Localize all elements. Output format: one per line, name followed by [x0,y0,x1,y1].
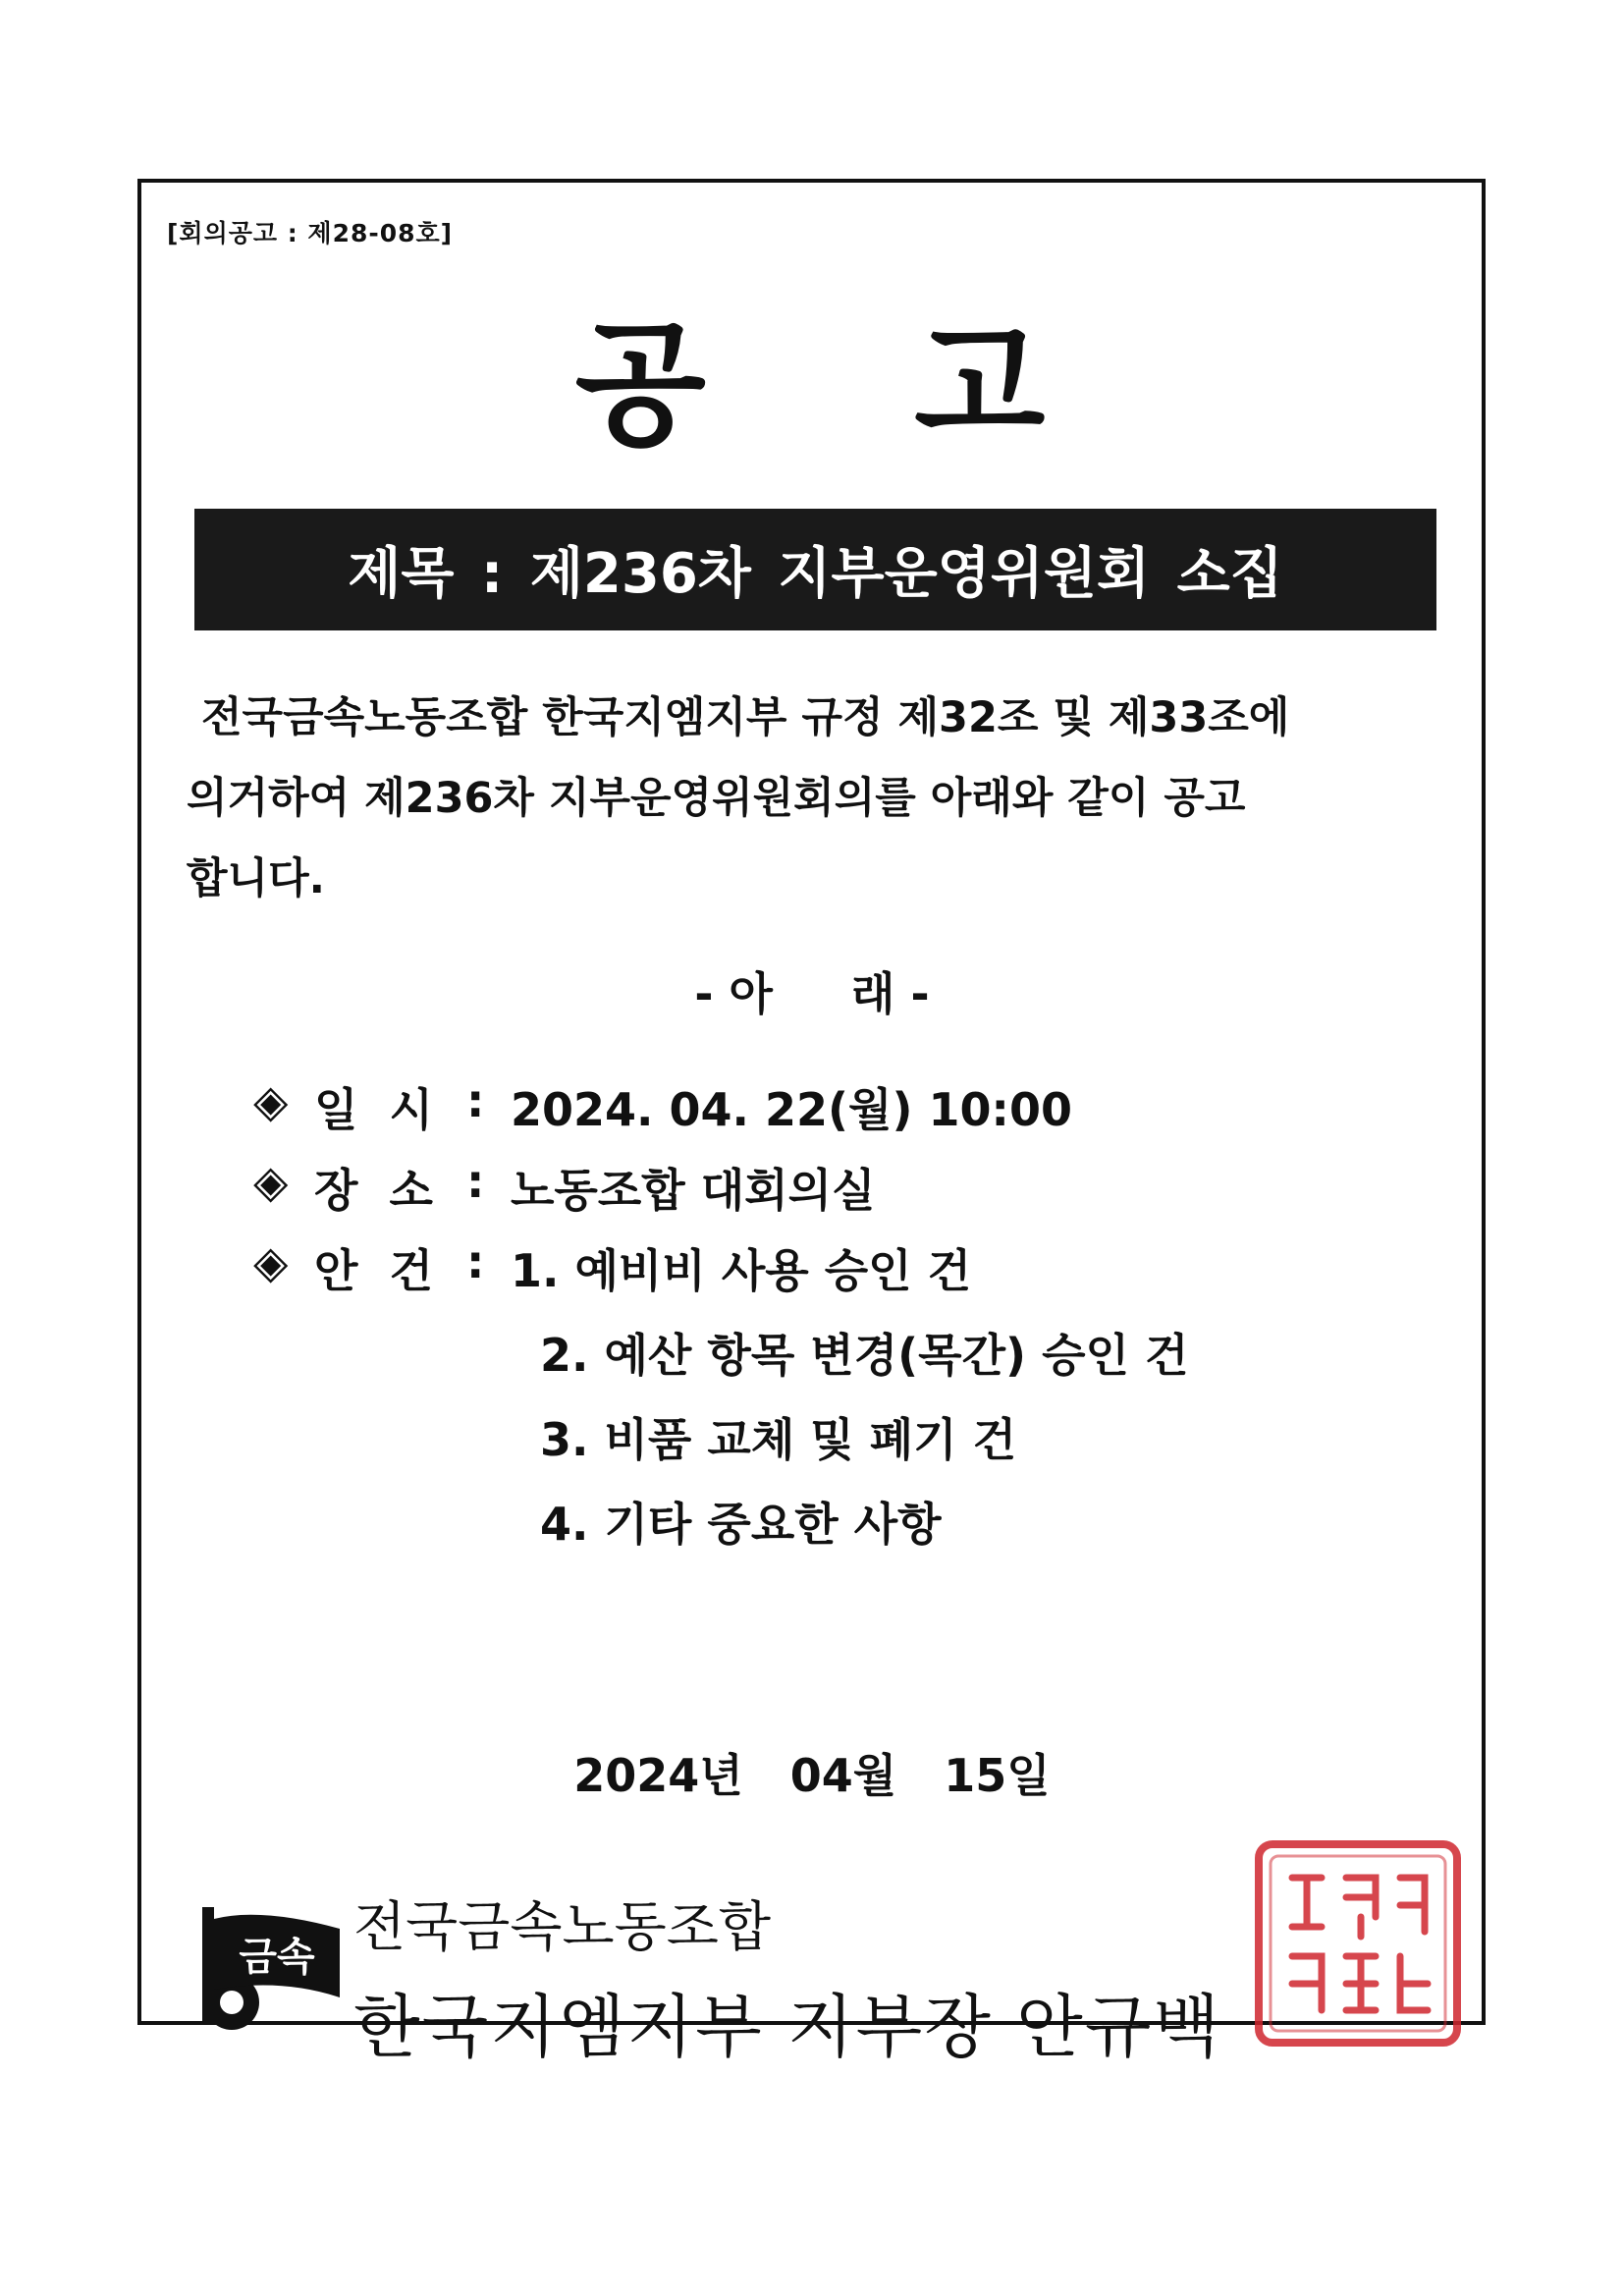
item-label: 안 건 [314,1244,433,1297]
logo-text: 금속 [239,1935,315,1980]
item-value: 노동조합 대회의실 [511,1164,876,1217]
body-line: 전국금속노동조합 한국지엠지부 규정 제32조 및 제33조에 [187,693,1290,742]
diamond-bullet-icon: ◈ [253,1155,289,1208]
body-paragraph [187,678,1463,919]
issuer-name: 한국지엠지부 지부장 안규백 [353,1987,1221,2067]
agenda-item: 2. 예산 항목 변경(목간) 승인 건 [540,1329,1189,1382]
item-value: 2024. 04. 22(월) 10:00 [511,1083,1072,1136]
agenda-item: 4. 기타 중요한 사항 [540,1498,942,1551]
item-value: 1. 예비비 사용 승인 건 [511,1244,972,1297]
diamond-bullet-icon: ◈ [253,1074,289,1127]
notice-title: 공 고 [574,306,1050,465]
issuer-organization: 전국금속노동조합 [353,1895,772,1958]
section-heading: - 아 래 - [694,967,930,1020]
item-label: 일 시 [314,1083,433,1136]
diamond-bullet-icon: ◈ [253,1235,289,1288]
agenda-item: 3. 비품 교체 및 폐기 건 [540,1413,1017,1466]
issue-date: 2024년 04월 15일 [573,1749,1051,1802]
union-logo-icon [192,1899,350,2037]
body-line: 의거하여 제236차 지부운영위원회의를 아래와 같이 공고 [187,774,1246,823]
item-datetime [253,1074,1072,1139]
subject-banner [194,509,1436,630]
item-colon: : [466,1074,485,1127]
item-label: 장 소 [314,1164,433,1217]
official-seal-icon [1253,1838,1463,2049]
reference-number: [회의공고 : 제28-08호] [167,219,454,247]
body-line: 합니다. [187,854,325,903]
item-place [253,1155,876,1220]
item-colon: : [466,1235,485,1288]
subject-text: 제목 : 제236차 지부운영위원회 소집 [348,542,1283,606]
item-colon: : [466,1155,485,1208]
item-agenda [253,1235,971,1300]
